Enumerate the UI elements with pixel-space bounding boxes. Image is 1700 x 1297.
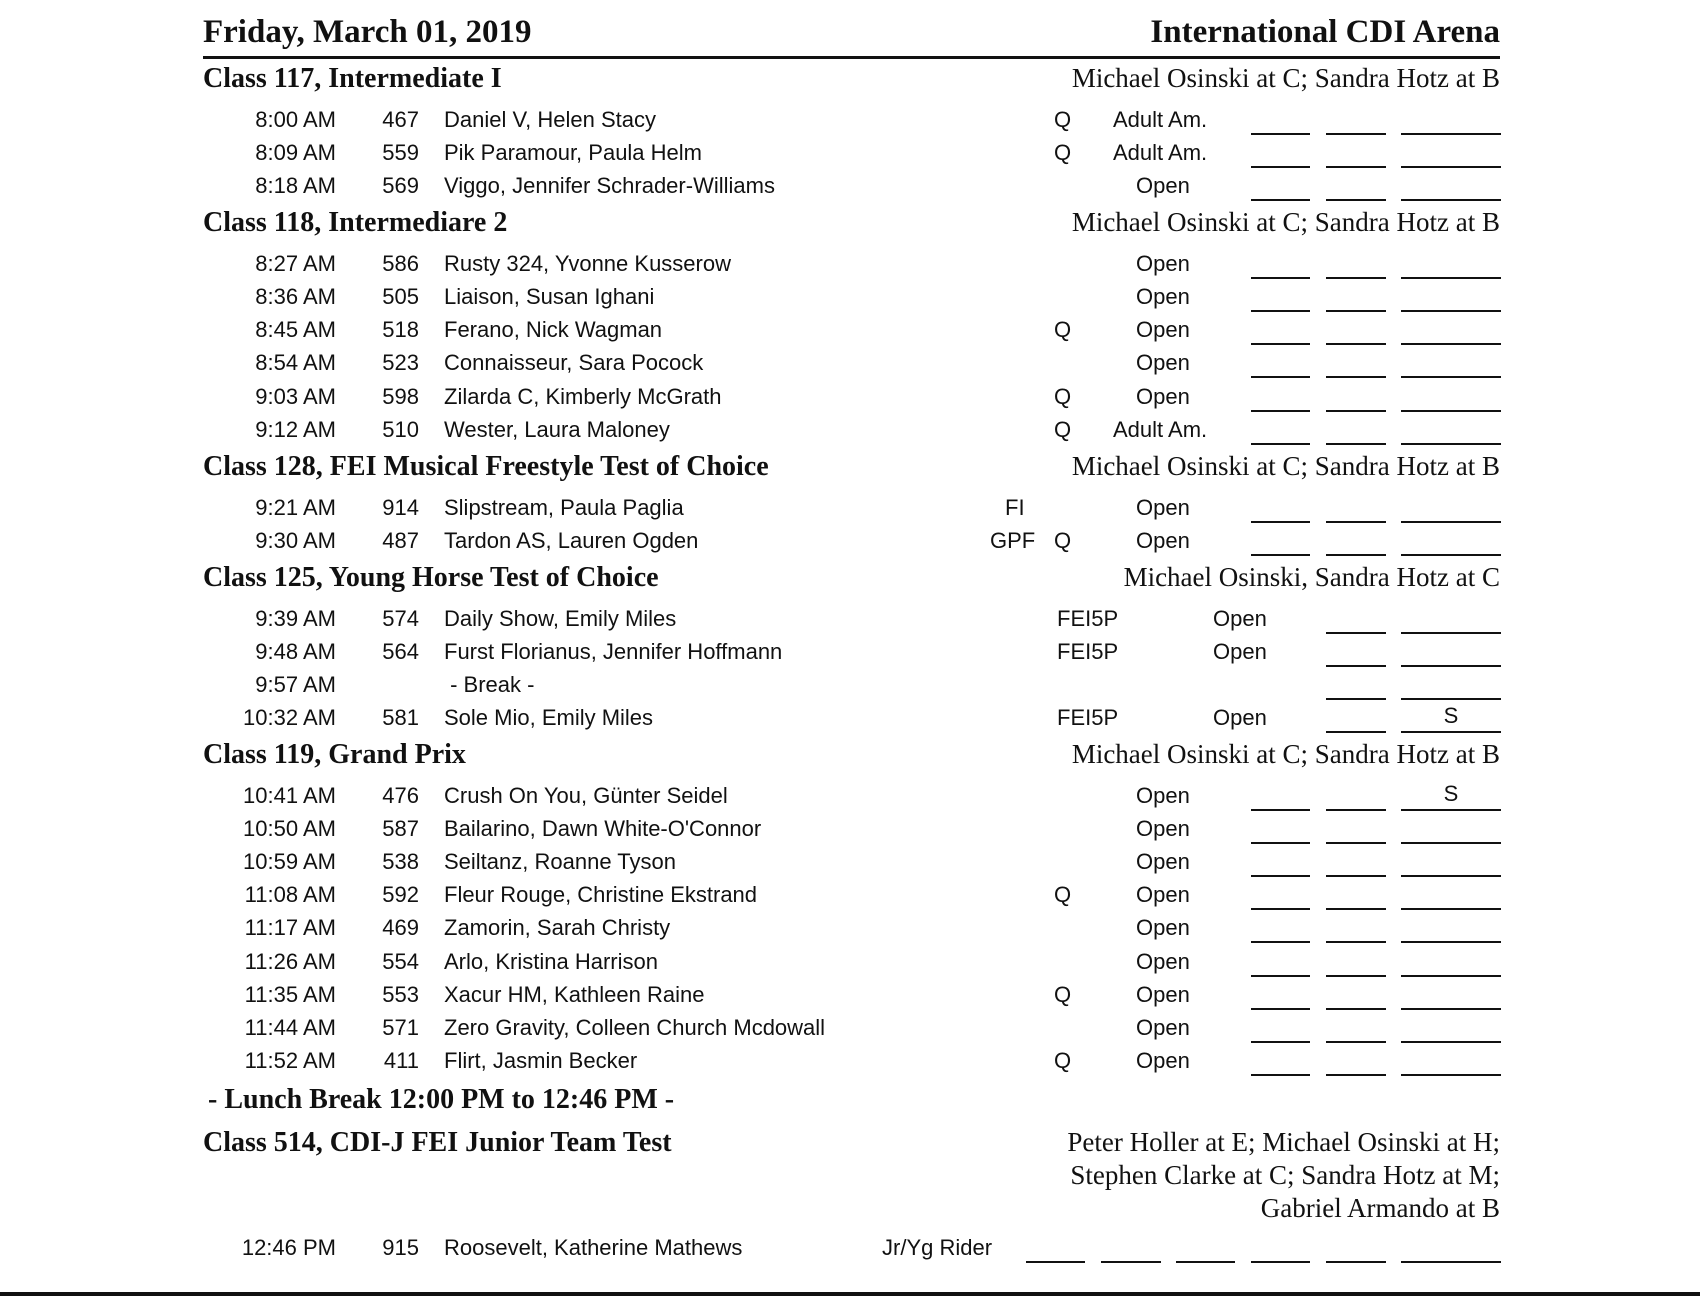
- score-blank: [1401, 1231, 1501, 1263]
- score-blank: [1401, 413, 1501, 445]
- entry-time: 10:50 AM: [243, 816, 336, 841]
- score-blank: [1251, 136, 1310, 168]
- score-blank: [1326, 136, 1386, 168]
- score-blank: [1251, 945, 1310, 977]
- entry-row: [0, 346, 1700, 379]
- entry-row: [0, 1011, 1700, 1044]
- entry-time: 12:46 PM: [241, 1235, 336, 1260]
- entry-time: 11:52 AM: [244, 1048, 336, 1073]
- entry-horse-rider: Sole Mio, Emily Miles: [444, 705, 654, 730]
- entry-number: 587: [382, 816, 419, 841]
- score-blank: [1326, 779, 1386, 811]
- schedule-date: Friday, March 01, 2019: [203, 14, 532, 50]
- entry-time: 11:17 AM: [244, 915, 336, 940]
- entry-row: [0, 701, 1700, 734]
- score-blank: [1251, 491, 1310, 523]
- entry-horse-rider: Wester, Laura Maloney: [444, 417, 670, 442]
- score-blank: [1401, 524, 1501, 556]
- score-blank: [1251, 845, 1310, 877]
- entry-horse-rider: Flirt, Jasmin Becker: [444, 1048, 638, 1073]
- entry-horse-rider: Crush On You, Günter Seidel: [444, 783, 728, 808]
- score-blank: [1326, 635, 1386, 667]
- score-blank: [1326, 280, 1386, 312]
- score-blank: [1401, 103, 1501, 135]
- entry-row: [0, 812, 1700, 845]
- entry-test-code: GPF: [990, 528, 1036, 553]
- entry-horse-rider: Zilarda C, Kimberly McGrath: [444, 384, 722, 409]
- entry-row: [0, 413, 1700, 446]
- entry-row: [0, 1231, 1700, 1264]
- entry-row: [0, 169, 1700, 202]
- entry-horse-rider: Liaison, Susan Ighani: [444, 284, 655, 309]
- entry-time: 10:59 AM: [243, 849, 336, 874]
- score-blank: [1326, 169, 1386, 201]
- entry-time: 9:03 AM: [255, 384, 336, 409]
- score-blank: [1326, 247, 1386, 279]
- entry-time: 8:09 AM: [255, 140, 336, 165]
- entry-row: [0, 945, 1700, 978]
- entry-number: 581: [382, 705, 419, 730]
- entry-row: [0, 491, 1700, 524]
- entry-time: 8:00 AM: [255, 107, 336, 132]
- score-blank: [1026, 1231, 1085, 1263]
- entry-row: [0, 380, 1700, 413]
- arena-name: International CDI Arena: [1150, 14, 1500, 50]
- entry-qualifier: Q: [1054, 107, 1072, 132]
- entry-horse-rider: Daily Show, Emily Miles: [444, 606, 677, 631]
- entry-row: [0, 313, 1700, 346]
- score-blank: [1326, 1011, 1386, 1043]
- entry-row: [0, 602, 1700, 635]
- score-blank: [1401, 668, 1501, 700]
- score-blank: [1401, 346, 1501, 378]
- score-mark: S: [1401, 779, 1501, 811]
- entry-row: [0, 911, 1700, 944]
- score-blank: [1251, 524, 1310, 556]
- score-blank: [1401, 945, 1501, 977]
- score-blank: [1326, 346, 1386, 378]
- entry-time: 9:39 AM: [255, 606, 336, 631]
- entry-qualifier: Q: [1054, 982, 1072, 1007]
- entry-number: 598: [382, 384, 419, 409]
- score-mark: S: [1401, 701, 1501, 733]
- score-blank: [1251, 413, 1310, 445]
- entry-row: [0, 103, 1700, 136]
- entry-division: Open: [1136, 528, 1190, 553]
- entry-number: 518: [382, 317, 419, 342]
- entry-number: 915: [382, 1235, 419, 1260]
- entry-horse-rider: Zero Gravity, Colleen Church Mcdowall: [444, 1015, 826, 1040]
- entry-number: 538: [382, 849, 419, 874]
- entry-number: 505: [382, 284, 419, 309]
- score-blank: [1251, 346, 1310, 378]
- score-blank: [1401, 812, 1501, 844]
- entry-number: 914: [382, 495, 419, 520]
- entry-horse-rider: Bailarino, Dawn White-O'Connor: [444, 816, 762, 841]
- entry-division: Open: [1136, 251, 1190, 276]
- score-blank: [1251, 169, 1310, 201]
- score-blank: [1251, 247, 1310, 279]
- entry-horse-rider: Zamorin, Sarah Christy: [444, 915, 671, 940]
- entry-division: Jr/Yg Rider: [882, 1235, 993, 1260]
- entry-number: 467: [382, 107, 419, 132]
- entry-time: 8:18 AM: [255, 173, 336, 198]
- class-119-judges: Michael Osinski at C; Sandra Hotz at B: [1071, 739, 1500, 769]
- class-118-title: Class 118, Intermediare 2: [203, 207, 508, 238]
- entry-qualifier: Q: [1054, 528, 1072, 553]
- score-blank: [1401, 313, 1501, 345]
- score-blank: [1401, 635, 1501, 667]
- score-blank: [1326, 524, 1386, 556]
- score-blank: [1251, 911, 1310, 943]
- score-blank: [1401, 491, 1501, 523]
- entry-horse-rider: Xacur HM, Kathleen Raine: [444, 982, 705, 1007]
- entry-row: [0, 779, 1700, 812]
- entry-division: Open: [1136, 949, 1190, 974]
- entry-qualifier: Q: [1054, 317, 1072, 342]
- entry-division: Open: [1136, 495, 1190, 520]
- score-blank: [1326, 668, 1386, 700]
- class-128-title: Class 128, FEI Musical Freestyle Test of Choice: [203, 451, 769, 482]
- judges-line: Gabriel Armando at B: [1260, 1193, 1500, 1223]
- score-blank: [1401, 845, 1501, 877]
- entry-number: 592: [382, 882, 419, 907]
- entry-horse-rider: Furst Florianus, Jennifer Hoffmann: [444, 639, 783, 664]
- entry-horse-rider: Tardon AS, Lauren Ogden: [444, 528, 699, 553]
- entry-row: [0, 247, 1700, 280]
- score-blank: [1326, 380, 1386, 412]
- entry-time: 10:32 AM: [243, 705, 336, 730]
- entry-time: 9:30 AM: [255, 528, 336, 553]
- score-blank: [1326, 413, 1386, 445]
- entry-division: Open: [1213, 705, 1267, 730]
- score-blank: [1401, 878, 1501, 910]
- entry-row: [0, 845, 1700, 878]
- entry-number: 564: [382, 639, 419, 664]
- entry-division: Open: [1136, 816, 1190, 841]
- entry-division: Open: [1136, 783, 1190, 808]
- entry-time: 8:45 AM: [255, 317, 336, 342]
- entry-time: 8:27 AM: [255, 251, 336, 276]
- class-117-title: Class 117, Intermediate I: [203, 63, 502, 94]
- score-blank: [1401, 911, 1501, 943]
- entry-division: Adult Am.: [1113, 107, 1208, 132]
- entry-row: [0, 1044, 1700, 1077]
- score-blank: [1326, 878, 1386, 910]
- entry-division: Open: [1213, 606, 1267, 631]
- entry-qualifier: Q: [1054, 140, 1072, 165]
- entry-horse-rider: Seiltanz, Roanne Tyson: [444, 849, 676, 874]
- entry-qualifier: Q: [1054, 1048, 1072, 1073]
- entry-time: 10:41 AM: [243, 783, 336, 808]
- entry-horse-rider: Viggo, Jennifer Schrader-Williams: [444, 173, 775, 198]
- score-blank: [1251, 878, 1310, 910]
- entry-time: 9:48 AM: [255, 639, 336, 664]
- entry-division: Open: [1136, 982, 1190, 1007]
- class-125-title: Class 125, Young Horse Test of Choice: [203, 562, 659, 593]
- score-blank: [1326, 945, 1386, 977]
- score-blank: [1401, 280, 1501, 312]
- score-blank: [1401, 602, 1501, 634]
- entry-number: 523: [382, 350, 419, 375]
- score-blank: [1251, 1231, 1310, 1263]
- entry-horse-rider: Pik Paramour, Paula Helm: [444, 140, 702, 165]
- score-blank: [1326, 1044, 1386, 1076]
- entry-horse-rider: Connaisseur, Sara Pocock: [444, 350, 704, 375]
- score-blank: [1251, 1044, 1310, 1076]
- entry-division: Open: [1136, 284, 1190, 309]
- judges-line: Stephen Clarke at C; Sandra Hotz at M;: [1070, 1160, 1500, 1190]
- class-118-judges: Michael Osinski at C; Sandra Hotz at B: [1071, 207, 1500, 237]
- score-blank: [1401, 247, 1501, 279]
- entry-time: 9:57 AM: [255, 672, 336, 697]
- score-blank: [1401, 169, 1501, 201]
- score-blank: [1401, 380, 1501, 412]
- class-117-judges: Michael Osinski at C; Sandra Hotz at B: [1071, 63, 1500, 93]
- entry-row: [0, 280, 1700, 313]
- entry-number: 510: [382, 417, 419, 442]
- class-119-title: Class 119, Grand Prix: [203, 739, 466, 770]
- score-blank: [1251, 280, 1310, 312]
- entry-number: 411: [383, 1048, 419, 1073]
- entry-test-code: FEI5P: [1057, 606, 1119, 631]
- entry-number: 476: [382, 783, 419, 808]
- score-blank: [1251, 1011, 1310, 1043]
- class-128-judges: Michael Osinski at C; Sandra Hotz at B: [1071, 451, 1500, 481]
- break-row: [0, 668, 1700, 701]
- entry-time: 8:36 AM: [255, 284, 336, 309]
- entry-horse-rider: Rusty 324, Yvonne Kusserow: [444, 251, 731, 276]
- entry-time: 9:21 AM: [255, 495, 336, 520]
- class-514-judges: [1067, 1126, 1500, 1225]
- score-blank: [1326, 602, 1386, 634]
- entry-division: Open: [1136, 882, 1190, 907]
- entry-number: 469: [382, 915, 419, 940]
- entry-horse-rider: Arlo, Kristina Harrison: [444, 949, 658, 974]
- entry-division: Open: [1136, 350, 1190, 375]
- entry-horse-rider: Roosevelt, Katherine Mathews: [444, 1235, 743, 1260]
- entry-horse-rider: Slipstream, Paula Paglia: [444, 495, 684, 520]
- entry-number: 559: [382, 140, 419, 165]
- score-blank: [1101, 1231, 1161, 1263]
- score-blank: [1326, 911, 1386, 943]
- page-bottom-rule: [0, 1292, 1700, 1296]
- entry-row: [0, 978, 1700, 1011]
- score-blank: [1251, 380, 1310, 412]
- entry-division: Adult Am.: [1113, 417, 1208, 442]
- entry-qualifier: Q: [1054, 417, 1072, 442]
- entry-division: Open: [1136, 849, 1190, 874]
- score-blank: [1326, 491, 1386, 523]
- entry-time: 11:35 AM: [244, 982, 336, 1007]
- score-blank: [1251, 313, 1310, 345]
- entry-number: 571: [382, 1015, 419, 1040]
- score-blank: [1326, 978, 1386, 1010]
- entry-horse-rider: Fleur Rouge, Christine Ekstrand: [444, 882, 758, 907]
- entry-row: [0, 878, 1700, 911]
- score-blank: [1176, 1231, 1235, 1263]
- entry-division: Open: [1136, 915, 1190, 940]
- score-blank: [1251, 779, 1310, 811]
- score-blank: [1326, 845, 1386, 877]
- entry-number: 554: [382, 949, 419, 974]
- entry-time: 11:44 AM: [244, 1015, 336, 1040]
- entry-test-code: FI: [1005, 495, 1025, 520]
- break-label: - Break -: [444, 672, 535, 697]
- entry-division: Open: [1213, 639, 1267, 664]
- entry-horse-rider: Daniel V, Helen Stacy: [444, 107, 656, 132]
- entry-time: 11:08 AM: [244, 882, 336, 907]
- entry-time: 8:54 AM: [255, 350, 336, 375]
- header-divider: [203, 56, 1500, 59]
- entry-time: 9:12 AM: [255, 417, 336, 442]
- entry-division: Open: [1136, 1048, 1190, 1073]
- entry-number: 487: [382, 528, 419, 553]
- lunch-break-note: - Lunch Break 12:00 PM to 12:46 PM -: [208, 1084, 675, 1115]
- judges-line: Peter Holler at E; Michael Osinski at H;: [1067, 1127, 1500, 1157]
- score-blank: [1401, 1011, 1501, 1043]
- entry-qualifier: Q: [1054, 384, 1072, 409]
- score-blank: [1251, 103, 1310, 135]
- entry-number: 574: [382, 606, 419, 631]
- entry-test-code: FEI5P: [1057, 639, 1119, 664]
- entry-division: Open: [1136, 317, 1190, 342]
- entry-number: 586: [382, 251, 419, 276]
- class-514-title: Class 514, CDI-J FEI Junior Team Test: [203, 1127, 672, 1158]
- entry-division: Open: [1136, 1015, 1190, 1040]
- entry-division: Open: [1136, 173, 1190, 198]
- entry-time: 11:26 AM: [244, 949, 336, 974]
- entry-number: 553: [382, 982, 419, 1007]
- score-blank: [1326, 313, 1386, 345]
- class-125-judges: Michael Osinski, Sandra Hotz at C: [1123, 562, 1500, 592]
- entry-row: [0, 524, 1700, 557]
- entry-row: [0, 635, 1700, 668]
- entry-qualifier: Q: [1054, 882, 1072, 907]
- score-blank: [1401, 978, 1501, 1010]
- score-blank: [1326, 701, 1386, 733]
- score-blank: [1251, 978, 1310, 1010]
- score-blank: [1326, 812, 1386, 844]
- entry-test-code: FEI5P: [1057, 705, 1119, 730]
- score-blank: [1251, 812, 1310, 844]
- score-blank: [1326, 1231, 1386, 1263]
- score-blank: [1326, 103, 1386, 135]
- entry-row: [0, 136, 1700, 169]
- entry-division: Open: [1136, 384, 1190, 409]
- entry-number: 569: [382, 173, 419, 198]
- score-blank: [1401, 136, 1501, 168]
- score-blank: [1401, 1044, 1501, 1076]
- entry-division: Adult Am.: [1113, 140, 1208, 165]
- entry-horse-rider: Ferano, Nick Wagman: [444, 317, 663, 342]
